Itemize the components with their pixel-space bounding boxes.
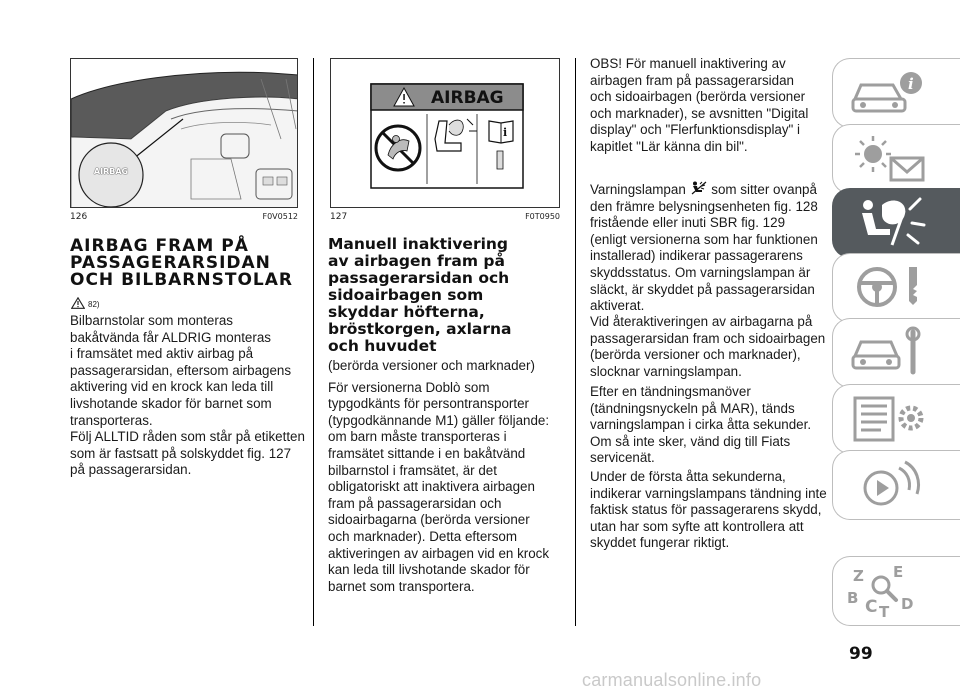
paragraph-manual-deactivation: (berörda versioner och marknader) För versionerna Doblò som typgodkänts för persontransporter (typgodkännande M1) gäller följande: om barn måste transporteras i framsätet sittande i en bakåtvänd bilbarnstol i framsätet, är det obligatoriskt att inaktivera airbagen fram på passagerarsidan och sidoairbagarna (berörda versioner och marknader). Detta eftersom aktiveringen av airbagen vid en krock kan leda till livshotande skador för barnet som transportera.: [328, 358, 550, 594]
figure-127: [330, 58, 560, 208]
index-letter: D: [901, 595, 914, 613]
paragraph-first-seconds: Under de första åtta sekunderna, indikerar varningslampans tändning inte faktisk status för passagerarens skydd, utan har som syfte att kontrollera att skyddet fungerar riktigt.: [590, 469, 827, 551]
index-letter: E: [893, 563, 904, 581]
index-letter: Z: [853, 567, 864, 585]
page-number: 99: [849, 644, 873, 664]
tab-warning-lights[interactable]: [832, 124, 960, 194]
svg-text:i: i: [503, 126, 508, 139]
index-letter: B: [847, 589, 859, 607]
column-divider-2: [575, 58, 576, 626]
paragraph-reactivation: Vid återaktiveringen av airbagarna på passagerarsidan fram och sidoairbagen (berörda versioner och marknader), slocknar varningslampan.: [590, 314, 826, 379]
tab-starting-driving[interactable]: [832, 253, 960, 323]
figure-126: [70, 58, 298, 208]
airbag-badge-label: AIRBAG: [93, 167, 129, 176]
tab-multimedia[interactable]: [832, 450, 960, 520]
tab-emergency-service[interactable]: [832, 318, 960, 388]
car-info-icon: [849, 65, 929, 121]
passenger-airbag-off-icon: [690, 181, 708, 195]
paragraph-note-digital-display: OBS! För manuell inaktivering av airbagen fram på passagerarsidan och sidoairbagen (berörda versioner och marknader), se avsnitten "Digital display" och "Flerfunktionsdisplay" i kapitlet "Lär känna din bil".: [590, 56, 809, 154]
airbag-label-title: AIRBAG: [431, 88, 504, 108]
car-service-icon: [849, 326, 929, 382]
figure-127-code: F0T0950: [525, 212, 560, 221]
paragraph-warning-lamp: Varningslampan som sitter ovanpå den främre belysningsenheten fig. 128 fristående eller inuti SBR fig. 129 (enligt versionerna som har funktionen installerad) indikerar passagerarens skyddsstatus. Om varningslampan är släckt, är skyddet på passagerarsidan aktiverat.: [590, 182, 818, 314]
tab-index[interactable]: [832, 556, 960, 626]
dashboard-illustration: [71, 59, 298, 208]
figure-127-number: 127: [330, 212, 348, 222]
watermark: carmanualsonline.info: [582, 670, 762, 690]
warning-reference: [71, 297, 100, 309]
index-letter: C: [865, 597, 878, 617]
paragraph-child-seat-warning: Bilbarnstolar som monteras bakåtvända får ALDRIG monteras i framsätet med aktiv airbag på passagerarsidan, eftersom airbagens aktivering vid en krock kan leda till livshotande skador för barnet som transporteras. Följ ALLTID råden som står på etiketten som är fastsatt på solskyddet fig. 127 på passagerarsidan.: [70, 313, 305, 478]
tab-airbag-safety[interactable]: [832, 188, 960, 258]
column-divider-1: [313, 58, 314, 626]
warning-triangle-icon: [71, 297, 85, 309]
airbag-warning-label-illustration: [331, 59, 560, 208]
svg-text:i: i: [908, 75, 914, 93]
figure-126-code: F0V0512: [262, 212, 298, 221]
figure-126-number: 126: [70, 212, 88, 222]
car-specs-icon: [851, 392, 931, 448]
airbag-safety-icon: [852, 195, 932, 251]
section-heading-manual-deactivation: Manuell inaktivering av airbagen fram på passagerarsidan och sidoairbagen som skyddar höfterna, bröstkorgen, axlarna och huvudet: [328, 235, 512, 355]
index-letter: T: [879, 603, 890, 621]
warning-reference-number: 82): [88, 300, 100, 309]
tab-technical-data[interactable]: [832, 384, 960, 454]
paragraph-ignition-check: Efter en tändningsmanöver (tändningsnyckeln på MAR), tänds varningslampan i cirka åtta sekunder. Om så inte sker, vänd dig till Fiats servicenät.: [590, 384, 812, 466]
warning-lights-icon: [851, 132, 931, 188]
index-icon: [847, 563, 927, 621]
steering-key-icon: [853, 261, 933, 317]
magnifier-icon: [869, 573, 899, 603]
tab-car-info[interactable]: [832, 58, 960, 128]
section-heading-airbag-child-seats: AIRBAG FRAM PÅ PASSAGERARSIDAN OCH BILBARNSTOLAR: [70, 236, 293, 290]
multimedia-icon: [851, 458, 931, 514]
